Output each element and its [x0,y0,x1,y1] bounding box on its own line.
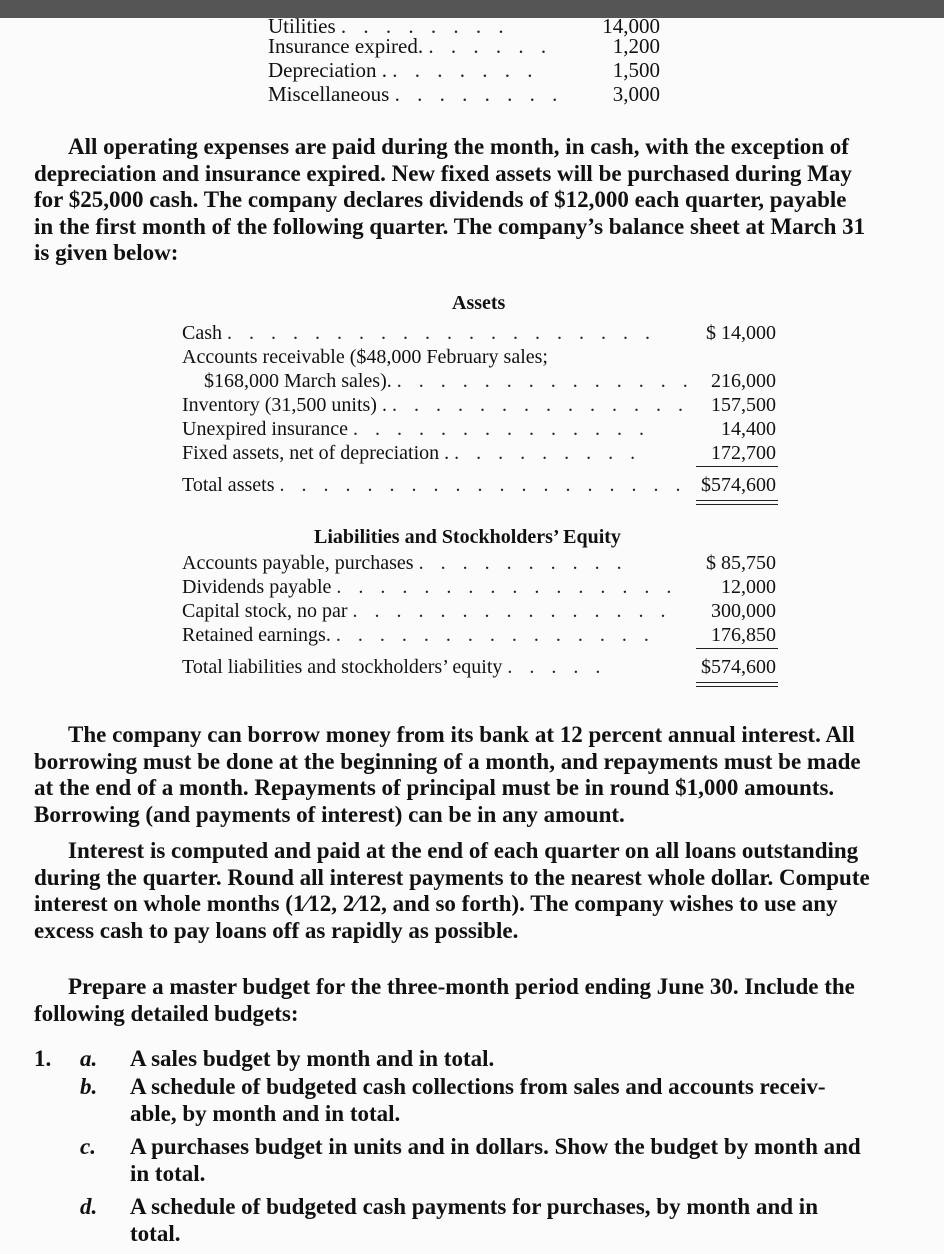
retained-earnings-label: Retained earnings. . . . . . . . . . . . . . . . [182,624,655,646]
list-item-line: in total. [130,1160,206,1186]
list-item-line: A schedule of budgeted cash collections from sales and accounts receiv- [130,1074,826,1099]
expense-value-depreciation: 1,500 [612,58,660,82]
cash-label: Cash . . . . . . . . . . . . . . . . . . . . [182,322,656,344]
expense-label-insurance: Insurance expired. . . . . . . [268,34,553,58]
total-assets-value: $574,600 [701,474,776,496]
liabilities-subtotal-rule [696,648,778,649]
para4-line: following detailed budgets: [34,1000,299,1026]
inventory-value: 157,500 [711,394,776,416]
para2-line: The company can borrow money from its bank at 12 percent annual interest. All [68,722,855,747]
accounts-receivable-label: Accounts receivable ($48,000 February sales; [182,346,548,368]
para1-line: All operating expenses are paid during the month, in cash, with the exception of [68,134,849,159]
expense-label-utilities: Utilities . . . . . . . . [268,14,510,38]
para2-line: Borrowing (and payments of interest) can be in any amount. [34,801,625,827]
capital-stock-value: 300,000 [711,600,776,622]
para2-line: borrowing must be done at the beginning of a month, and repayments must be made [34,748,861,774]
assets-heading: Assets [452,292,506,314]
dividends-payable-label: Dividends payable . . . . . . . . . . . . . . . . [182,576,678,598]
expense-value-insurance: 1,200 [612,34,660,58]
total-liabilities-value: $574,600 [701,656,776,678]
para1-line: for $25,000 cash. The company declares dividends of $12,000 each quarter, payable [34,187,847,212]
list-item-letter: d. [80,1194,98,1219]
inventory-label: Inventory (31,500 units) . . . . . . . . . . . . . . . [182,394,689,416]
expense-label-miscellaneous: Miscellaneous . . . . . . . . [268,82,564,106]
total-assets-label: Total assets . . . . . . . . . . . . . . . . . . . [182,474,687,496]
fixed-assets-value: 172,700 [711,442,776,464]
dividends-payable-value: 12,000 [721,576,776,598]
total-liabilities-label: Total liabilities and stockholders’ equity . . . . . [182,656,607,678]
list-item-letter: c. [80,1134,96,1159]
retained-earnings-value: 176,850 [711,624,776,646]
para3-line: Interest is computed and paid at the end of each quarter on all loans outstanding [68,838,859,863]
assets-subtotal-rule [696,466,778,467]
para2-line: at the end of a month. Repayments of principal must be in round $1,000 amounts. [34,775,835,800]
unexpired-insurance-label: Unexpired insurance . . . . . . . . . . . . . . [182,418,651,440]
unexpired-insurance-value: 14,400 [721,418,776,440]
capital-stock-label: Capital stock, no par . . . . . . . . . . . . . . . [182,600,672,622]
para1-line: is given below: [34,240,179,265]
assets-total-double-rule [696,500,778,505]
list-item-b [130,1074,940,1127]
operating-expenses-paragraph [34,134,940,267]
borrowing-paragraph [34,722,940,828]
para1-line: in the first month of the following quarter. The company’s balance sheet at March 31 [34,213,866,239]
accounts-receivable-label-cont: $168,000 March sales). . . . . . . . . . . . . . . [204,370,694,392]
para3-line: excess cash to pay loans off as rapidly as possible. [34,917,519,943]
liabilities-total-double-rule [696,682,778,687]
para4-line: Prepare a master budget for the three-month period ending June 30. Include the [68,974,855,999]
list-item-a [130,1046,940,1073]
fixed-assets-label: Fixed assets, net of depreciation . . . . . . . . . . [182,442,642,464]
para3-line: during the quarter. Round all interest payments to the nearest whole dollar. Compute [34,864,870,890]
list-number: 1. [34,1046,52,1071]
list-item-line: A purchases budget in units and in dollars. Show the budget by month and [130,1134,861,1159]
para3-line: interest on whole months (1⁄12, 2⁄12, and so forth). The company wishes to use any [34,891,838,916]
para1-line: depreciation and insurance expired. New fixed assets will be purchased during May [34,160,852,186]
master-budget-instructions [34,974,940,1027]
liabilities-heading: Liabilities and Stockholders’ Equity [314,526,621,548]
accounts-payable-value: $ 85,750 [706,552,776,574]
list-item-c [130,1134,940,1187]
list-item-letter: a. [80,1046,98,1071]
expense-label-depreciation: Depreciation . . . . . . . . [268,58,539,82]
list-item-line: total. [130,1220,181,1246]
list-item-line: A sales budget by month and in total. [130,1046,495,1071]
interest-paragraph [34,838,940,944]
accounts-payable-label: Accounts payable, purchases . . . . . . . . . . [182,552,628,574]
cash-value: $ 14,000 [706,322,776,344]
expense-value-utilities: 14,000 [602,14,660,38]
list-item-d [130,1194,940,1247]
expense-value-miscellaneous: 3,000 [612,82,660,106]
list-item-line: A schedule of budgeted cash payments for purchases, by month and in [130,1194,818,1219]
list-item-letter: b. [80,1074,98,1099]
accounts-receivable-value: 216,000 [711,370,776,392]
list-item-line: able, by month and in total. [130,1100,401,1126]
